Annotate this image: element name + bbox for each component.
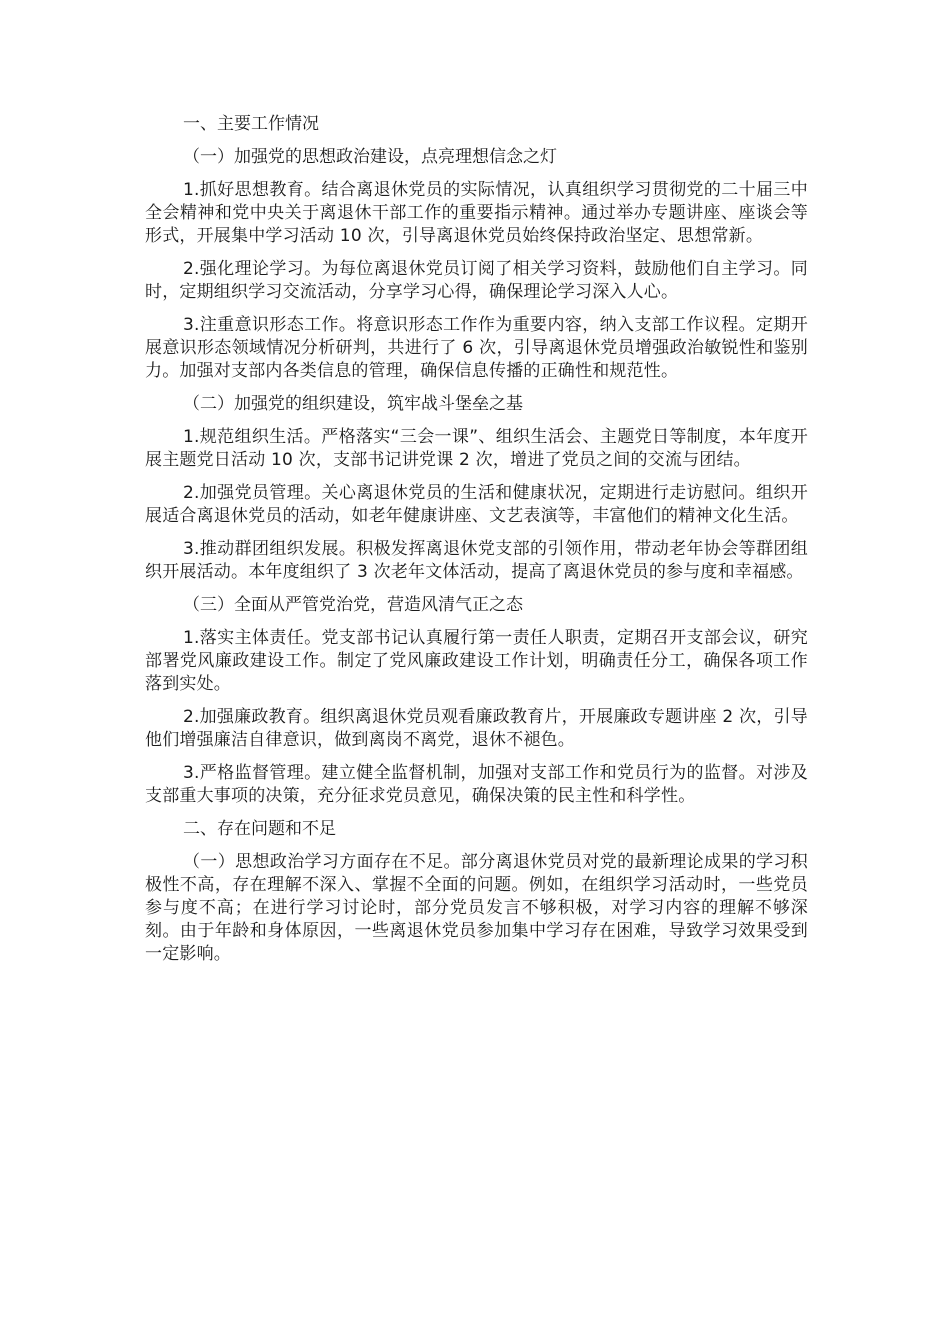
- paragraph-ideology-work: 3.注重意识形态工作。将意识形态工作作为重要内容，纳入支部工作议程。定期开展意识形态领域情况分析研判，共进行了 6 次，引导离退休党员增强政治敏锐性和鉴别力。加强对支部内各类信息的管理，确保信息传播的正确性和规范性。: [145, 315, 808, 381]
- paragraph-mass-organizations: 3.推动群团组织发展。积极发挥离退休党支部的引领作用，带动老年协会等群团组织开展活动。本年度组织了 3 次老年文体活动，提高了离退休党员的参与度和幸福感。: [145, 539, 808, 582]
- paragraph-supervision: 3.严格监督管理。建立健全监督机制，加强对支部工作和党员行为的监督。对涉及支部重大事项的决策，充分征求党员意见，确保决策的民主性和科学性。: [145, 763, 808, 806]
- subsection-heading-strict-governance: （三）全面从严管党治党，营造风清气正之态: [183, 595, 523, 615]
- document-body: [145, 113, 808, 976]
- paragraph-member-management: 2.加强党员管理。关心离退休党员的生活和健康状况，定期进行走访慰问。组织开展适合离退休党员的活动，如老年健康讲座、文艺表演等，丰富他们的精神文化生活。: [145, 483, 808, 526]
- section-heading-problems: 二、存在问题和不足: [183, 819, 336, 839]
- subsection-heading-organization: （二）加强党的组织建设，筑牢战斗堡垒之基: [183, 394, 523, 414]
- paragraph-theory-study: 2.强化理论学习。为每位离退休党员订阅了相关学习资料，鼓励他们自主学习。同时，定期组织学习交流活动，分享学习心得，确保理论学习深入人心。: [145, 259, 808, 302]
- paragraph-ideological-education: 1.抓好思想教育。结合离退休党员的实际情况，认真组织学习贯彻党的二十届三中全会精神和党中央关于离退休干部工作的重要指示精神。通过举办专题讲座、座谈会等形式，开展集中学习活动 10 次，引导离退休党员始终保持政治坚定、思想常新。: [145, 180, 808, 246]
- subsection-heading-ideology: （一）加强党的思想政治建设，点亮理想信念之灯: [183, 147, 557, 167]
- paragraph-organizational-life: 1.规范组织生活。严格落实“三会一课”、组织生活会、主题党日等制度，本年度开展主题党日活动 10 次，支部书记讲党课 2 次，增进了党员之间的交流与团结。: [145, 427, 808, 470]
- paragraph-study-shortcomings: （一）思想政治学习方面存在不足。部分离退休党员对党的最新理论成果的学习积极性不高，存在理解不深入、掌握不全面的问题。例如，在组织学习活动时，一些党员参与度不高；在进行学习讨论时，部分党员发言不够积极，对学习内容的理解不够深刻。由于年龄和身体原因，一些离退休党员参加集中学习存在困难，导致学习效果受到一定影响。: [145, 852, 808, 964]
- section-heading-main-work: 一、主要工作情况: [183, 114, 319, 134]
- paragraph-integrity-education: 2.加强廉政教育。组织离退休党员观看廉政教育片，开展廉政专题讲座 2 次，引导他们增强廉洁自律意识，做到离岗不离党，退休不褪色。: [145, 707, 808, 750]
- paragraph-main-responsibility: 1.落实主体责任。党支部书记认真履行第一责任人职责，定期召开支部会议，研究部署党风廉政建设工作。制定了党风廉政建设工作计划，明确责任分工，确保各项工作落到实处。: [145, 628, 808, 694]
